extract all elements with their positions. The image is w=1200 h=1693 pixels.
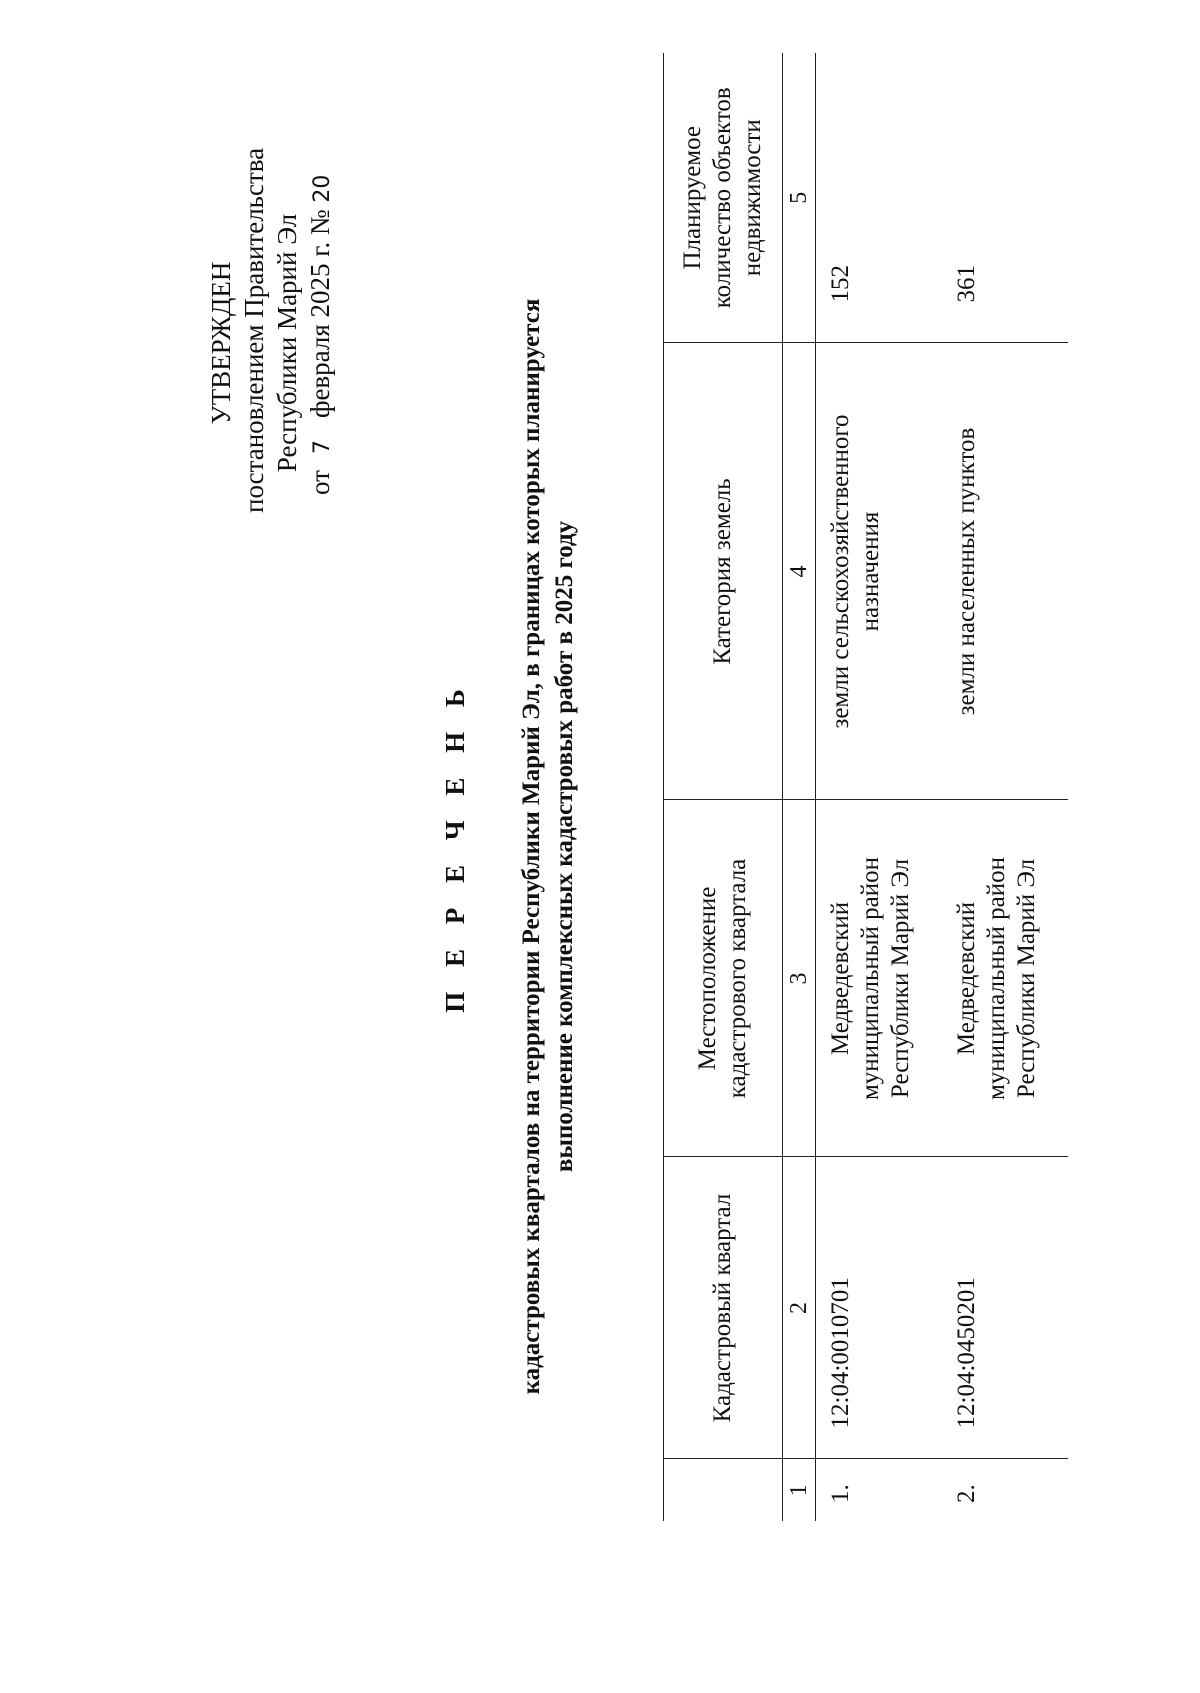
approval-heading: УТВЕРЖДЕН [206,261,236,425]
location-line: Республики Марий Эл [887,858,914,1099]
handwritten-number: 20 [310,174,335,203]
document-subtitle [515,0,581,1693]
row-number: 2. [942,1459,1068,1521]
cadastral-code: 12:04:0010701 [816,1157,943,1459]
header-land-category: Категория земель [664,343,783,800]
table-row [942,53,1068,1521]
header-location-line-2: кадастрового квартала [724,858,751,1099]
approval-date-line [304,173,339,513]
header-quantity-line-3: недвижимости [739,119,766,277]
approval-line-republic: Республики Марий Эл [272,213,302,473]
table-header-row [664,53,783,1521]
header-planned-quantity [664,53,783,343]
location-line: Медведевский [827,901,854,1056]
column-number-row [783,53,816,1521]
date-text: февраля 2025 г. № [305,209,335,419]
handwritten-day: 7 [310,440,335,455]
land-category-cell [942,343,1068,800]
column-number: 5 [783,53,816,343]
column-number: 1 [783,1459,816,1521]
location-line: муниципальный район [857,856,884,1101]
row-number: 1. [816,1459,943,1521]
column-number: 2 [783,1157,816,1459]
header-location [664,800,783,1157]
category-line: земли сельскохозяйственного [827,414,854,729]
planned-quantity: 361 [953,265,980,303]
planned-quantity: 152 [827,265,854,303]
subtitle-line-1: кадастровых кварталов на территории Республики Марий Эл, в границах которых планируется [518,298,545,1395]
header-number [664,1459,783,1521]
cadastral-code: 12:04:0450201 [942,1157,1068,1459]
cadastral-quarters-table [663,53,1068,1521]
column-number: 3 [783,800,816,1157]
location-line: Медведевский [953,901,980,1056]
location-cell [942,800,1068,1157]
date-prefix: от [305,470,335,495]
location-line: муниципальный район [983,856,1010,1101]
location-cell [816,800,943,1157]
document-title: П Е Р Е Ч Е Н Ь [440,680,470,1013]
approval-line-government: постановлением Правительства [239,147,269,513]
land-category-cell [816,343,943,800]
category-line: назначения [857,511,884,632]
category-line: земли населенных пунктов [953,427,980,716]
header-location-line-1: Местоположение [694,886,721,1071]
header-quantity-line-2: количество объектов [709,87,736,309]
subtitle-line-2: выполнение комплексных кадастровых работ в 2025 году [551,520,578,1173]
location-line: Республики Марий Эл [1013,858,1040,1099]
column-number: 4 [783,343,816,800]
table-row [816,53,943,1521]
approval-stamp-block [205,147,339,513]
header-cadastral-quarter: Кадастровый квартал [664,1157,783,1459]
header-quantity-line-1: Планируемое [679,125,706,270]
